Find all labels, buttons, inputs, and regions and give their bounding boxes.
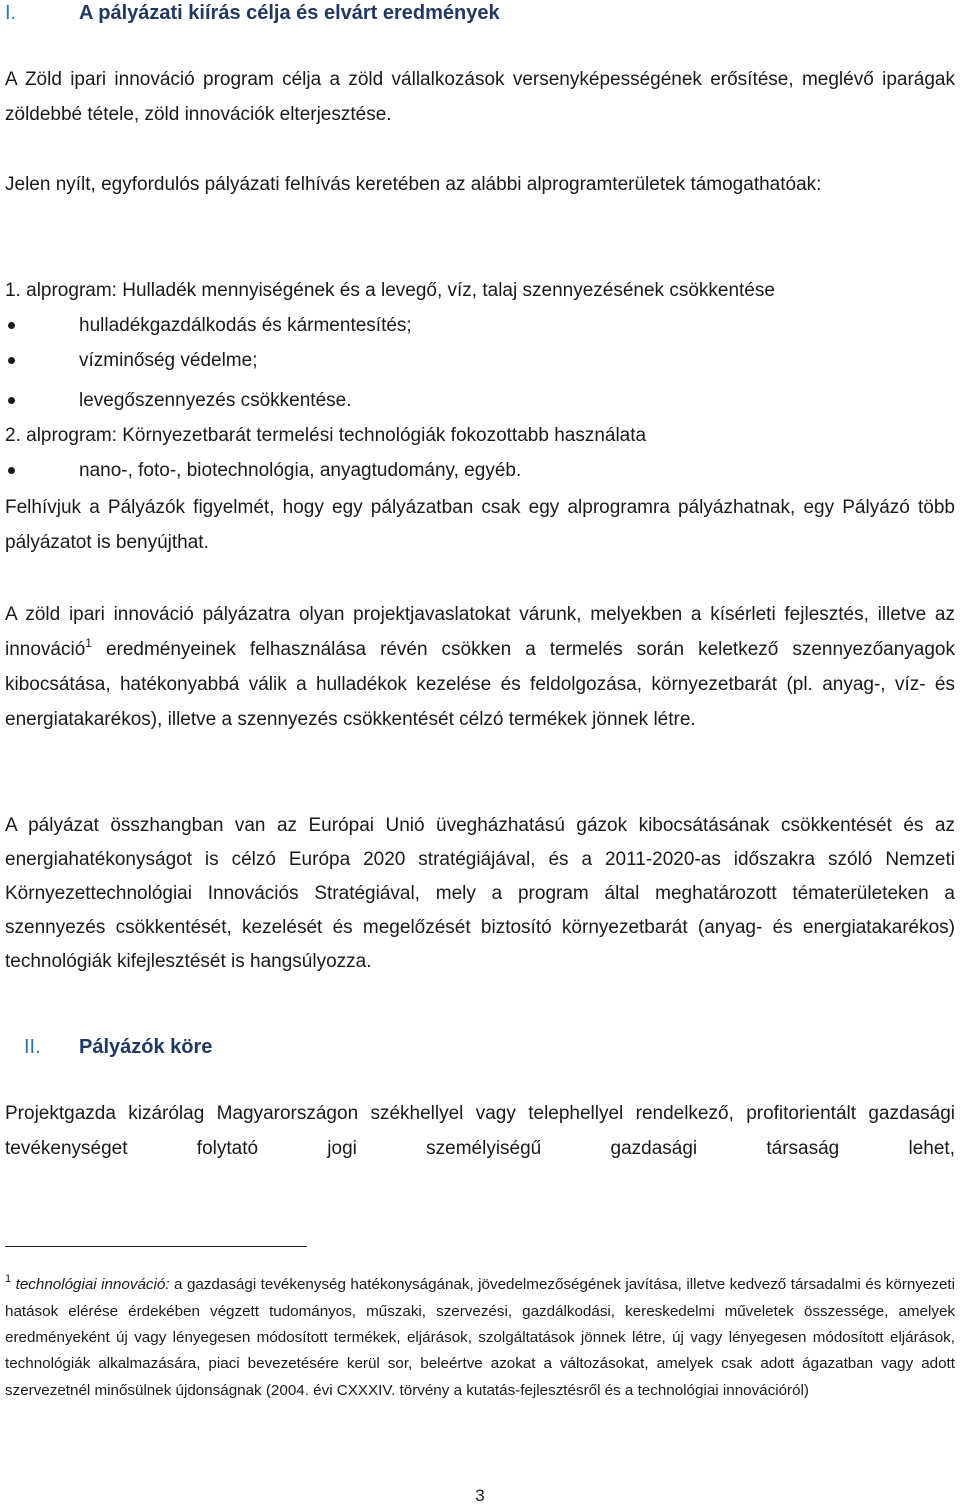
- subprogram-2-title: 2. alprogram: Környezetbarát termelési technológiák fokozottabb használata: [5, 425, 647, 446]
- footnote-text: a gazdasági tevékenység hatékonyságának, jövedelmezőségének javítása, illetve kedvező társadalmi és környezeti hatások elérése érdekében végzett tudományos, műszaki, szervezési, gazdálkodási, kereskedelmi műveletek összessége, amelyek eredményeként új vagy lényegesen módosított termékek, eljárások, szolgáltatások jönnek létre, új vagy lényegesen módosított eljárások, technológiák alkalmazására, piaci bevezetésére kerül sor, beleértve azokat a változásokat, amelyek csak adott ágazatban vagy adott szervezetnél minősülnek újdonságnak (2004. évi CXXXIV. törvény a kutatás-fejlesztésről és a technológiai innovációról): [5, 1276, 955, 1399]
- section-heading: [5, 0, 955, 26]
- list-item-text: nano-, foto-, biotechnológia, anyagtudomány, egyéb.: [79, 460, 522, 481]
- footnote-marker: 1: [5, 1273, 12, 1286]
- expectation-text-part1: A zöld ipari innováció pályázatra olyan projektjavaslatokat várunk, melyekben a kísérleti fejlesztés, illetve az innováció: [5, 604, 955, 660]
- applicants-paragraph: Projektgazda kizárólag Magyarországon székhellyel vagy telephellyel rendelkező, profitorientált gazdasági tevékenységet folytató jogi személyiségű gazdasági társaság lehet,: [5, 1103, 955, 1159]
- subprogram-1-title: 1. alprogram: Hulladék mennyiségének és a levegő, víz, talaj szennyezésének csökkentése: [5, 280, 775, 301]
- section-number: II.: [24, 1036, 41, 1058]
- list-item-text: levegőszennyezés csökkentése.: [79, 390, 352, 411]
- bullet-icon: [8, 357, 15, 364]
- page-number: 3: [475, 1486, 485, 1505]
- footnote: [5, 1272, 955, 1404]
- list-item-text: hulladékgazdálkodás és kármentesítés;: [79, 315, 412, 336]
- footnote-reference[interactable]: 1: [85, 636, 92, 650]
- section-title: A pályázati kiírás célja és elvárt eredmények: [79, 2, 500, 24]
- bullet-icon: [8, 322, 15, 329]
- list-item-text: vízminőség védelme;: [79, 350, 258, 371]
- expectation-paragraph: [5, 597, 955, 737]
- intro-paragraph: A Zöld ipari innováció program célja a zöld vállalkozások versenyképességének erősítése, meglévő iparágak zöldebbé tétele, zöld innovációk elterjesztése.: [5, 69, 955, 125]
- alignment-paragraph: A pályázat összhangban van az Európai Unió üvegházhatású gázok kibocsátásának csökkentését és az energiahatékonyságot is célzó Európa 2020 stratégiájával, és a 2011-2020-as időszakra szóló Nemzeti Környezettechnológiai Innovációs Stratégiával, mely a program által meghatározott tématerületeken a szennyezés csökkentését, kezelését és megelőzését biztosító környezetbarát (anyag- és energiatakarékos) technológiák kifejlesztését is hangsúlyozza.: [5, 815, 955, 972]
- section-number: I.: [5, 2, 17, 24]
- bullet-icon: [8, 397, 15, 404]
- open-call-paragraph: Jelen nyílt, egyfordulós pályázati felhívás keretében az alábbi alprogramterületek támogathatóak:: [5, 174, 822, 195]
- section-title: Pályázók köre: [79, 1036, 213, 1058]
- expectation-text-part2: eredményeinek felhasználása révén csökken a termelés során keletkező szennyezőanyagok kibocsátása, hatékonyabbá válik a hulladékok kezelése és feldolgozása, környezetbarát (pl. anyag-, víz- és energiatakarékos), illetve a szennyezés csökkentését célzó termékek jönnek létre.: [5, 639, 955, 730]
- notice-paragraph: Felhívjuk a Pályázók figyelmét, hogy egy pályázatban csak egy alprogramra pályázhatnak, egy Pályázó több pályázatot is benyújthat.: [5, 497, 955, 553]
- footnote-term: technológiai innováció:: [15, 1276, 170, 1294]
- section-heading: [5, 1034, 955, 1060]
- bullet-icon: [8, 467, 15, 474]
- footnote-separator: [5, 1246, 307, 1247]
